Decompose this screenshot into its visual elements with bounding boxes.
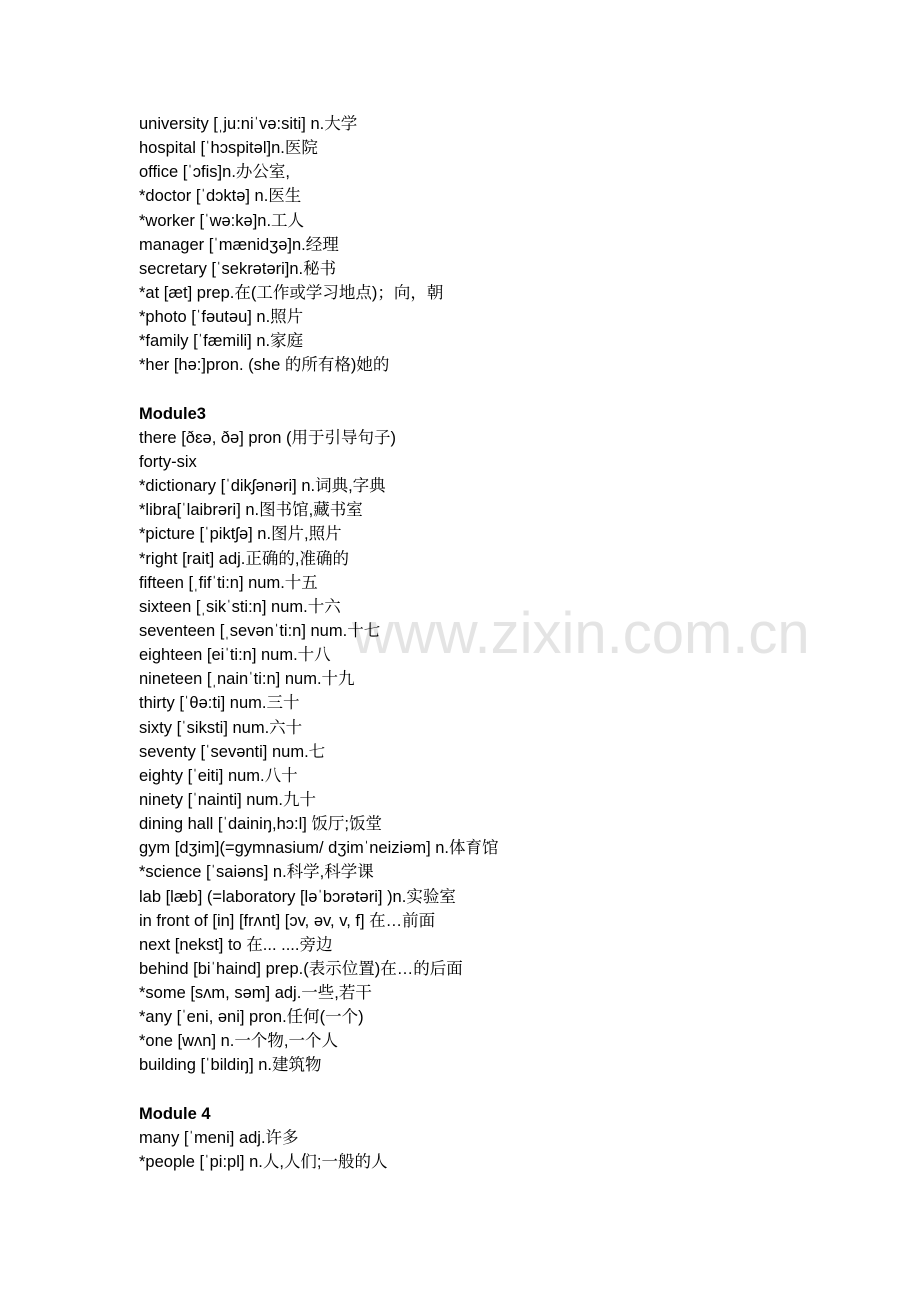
- vocab-entry: *one [wʌn] n.一个物,一个人: [139, 1032, 338, 1051]
- vocab-entry: university [ˌju:niˈvə:siti] n.大学: [139, 115, 358, 133]
- vocab-entry: there [ðɛə, ðə] pron (用于引导句子): [139, 428, 396, 447]
- vocab-entry: eighteen [eiˈti:n] num.十八: [139, 646, 331, 665]
- vocab-entry: sixty [ˈsiksti] num.六十: [139, 718, 303, 737]
- vocab-entry: forty-six: [139, 452, 197, 471]
- vocab-entry: *some [sʌm, səm] adj.一些,若干: [139, 984, 372, 1003]
- vocab-entry: gym [dʒim](=gymnasium/ dʒimˈneiziəm] n.体育馆: [139, 839, 499, 858]
- vocab-entry: *her [hə:]pron. (she 的所有格)她的: [139, 356, 390, 375]
- vocab-entry: fifteen [ˌfifˈti:n] num.十五: [139, 573, 318, 592]
- vocab-entry: *at [æt] prep.在(工作或学习地点)；向，朝: [139, 283, 444, 302]
- document-page: [139, 112, 839, 1174]
- vocab-entry: thirty [ˈθə:ti] num.三十: [139, 694, 300, 713]
- vocab-entry: *photo [ˈfəutəu] n.照片: [139, 308, 304, 327]
- vocab-entry: seventeen [ˌsevənˈti:n] num.十七: [139, 621, 381, 640]
- blank-line: [139, 378, 839, 402]
- module-heading: Module3: [139, 404, 206, 423]
- vocab-entry: hospital [ˈhɔspitəl]n.医院: [139, 139, 318, 158]
- vocab-entry: *family [ˈfæmili] n.家庭: [139, 332, 304, 351]
- vocab-entry: *right [rait] adj.正确的,准确的: [139, 549, 349, 568]
- module-heading: Module 4: [139, 1104, 211, 1123]
- vocab-entry: *picture [ˈpiktʃə] n.图片,照片: [139, 525, 342, 544]
- vocab-entry: secretary [ˈsekrətəri]n.秘书: [139, 259, 337, 278]
- vocab-entry: nineteen [ˌnainˈti:n] num.十九: [139, 670, 355, 689]
- vocab-entry: *people [ˈpi:pl] n.人,人们;一般的人: [139, 1153, 388, 1172]
- vocab-entry: many [ˈmeni] adj.许多: [139, 1128, 299, 1147]
- vocab-entry: eighty [ˈeiti] num.八十: [139, 766, 298, 785]
- vocab-entry: seventy [ˈsevənti] num.七: [139, 742, 326, 761]
- vocab-entry: *libra[ˈlaibrəri] n.图书馆,藏书室: [139, 501, 363, 520]
- vocab-entry: *any [ˈeni, əni] pron.任何(一个): [139, 1008, 364, 1027]
- vocab-entry: in front of [in] [frʌnt] [ɔv, əv, v, f] 在…前面: [139, 911, 436, 930]
- vocab-entry: behind [biˈhaind] prep.(表示位置)在…的后面: [139, 959, 463, 978]
- blank-line: [139, 1078, 839, 1102]
- vocab-entry: office [ˈɔfis]n.办公室,: [139, 163, 290, 182]
- vocab-entry: *worker [ˈwə:kə]n.工人: [139, 211, 305, 230]
- vocab-entry: lab [læb] (=laboratory [ləˈbɔrətəri] )n.实验室: [139, 887, 456, 906]
- vocab-entry: ninety [ˈnainti] num.九十: [139, 790, 316, 809]
- vocab-entry: *dictionary [ˈdikʃənəri] n.词典,字典: [139, 477, 386, 496]
- vocab-entry: dining hall [ˈdainiŋ,hɔ:l] 饭厅;饭堂: [139, 815, 383, 834]
- vocab-entry: manager [ˈmænidʒə]n.经理: [139, 235, 339, 254]
- watermark: www.zixin.com.cn: [352, 601, 810, 666]
- vocab-entry: *doctor [ˈdɔktə] n.医生: [139, 187, 302, 206]
- vocab-entry: *science [ˈsaiəns] n.科学,科学课: [139, 863, 374, 882]
- vocab-entry: next [nekst] to 在... ....旁边: [139, 935, 333, 954]
- vocab-entry: building [ˈbildiŋ] n.建筑物: [139, 1056, 322, 1075]
- vocab-entry: sixteen [ˌsikˈsti:n] num.十六: [139, 597, 341, 616]
